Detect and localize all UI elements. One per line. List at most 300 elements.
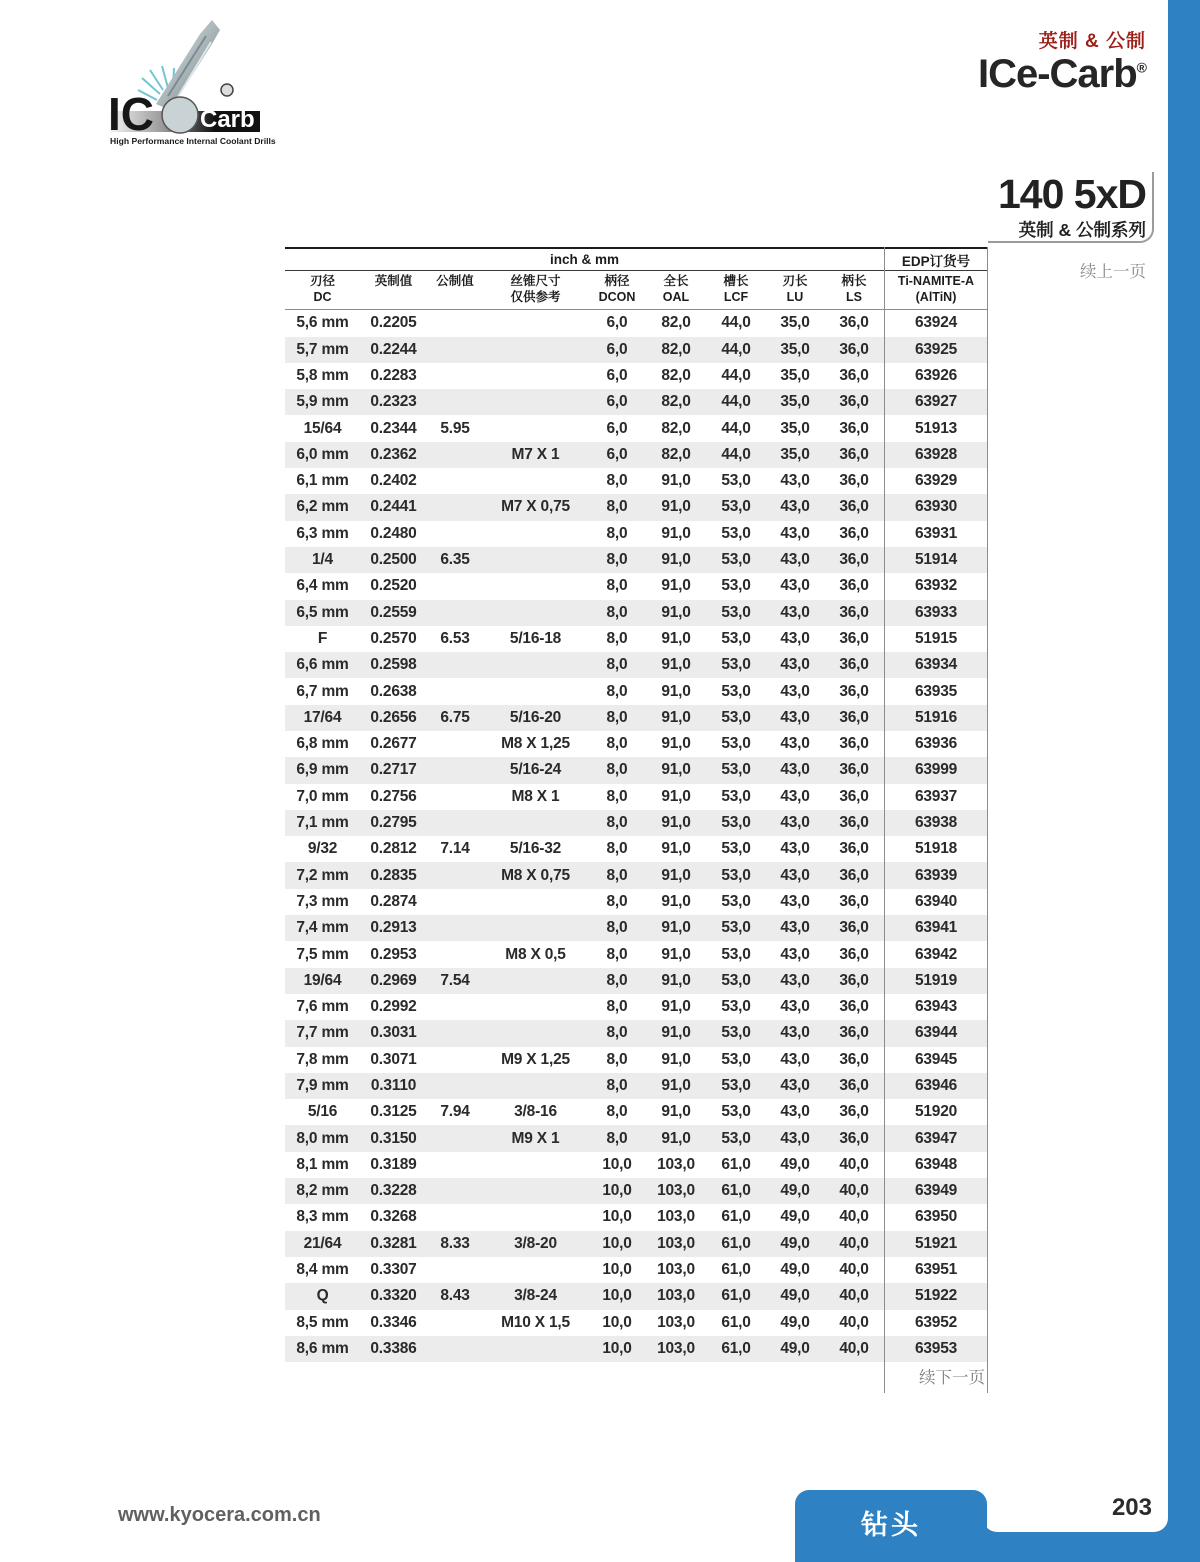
table-cell: 36,0 — [839, 656, 869, 674]
table-cell: 3/8-20 — [514, 1234, 557, 1252]
table-cell: 53,0 — [721, 814, 751, 832]
table-cell: 8,0 — [606, 761, 628, 779]
table-cell: 36,0 — [839, 761, 869, 779]
table-cell: 40,0 — [839, 1182, 869, 1200]
table-cell: 8,3 mm — [296, 1208, 349, 1226]
table-cell: 36,0 — [839, 366, 869, 384]
table-cell: 6,0 — [606, 393, 628, 411]
table-cell: 8,1 mm — [296, 1155, 349, 1173]
col-sublabel: LS — [846, 289, 862, 304]
table-row — [285, 600, 988, 626]
table-cell: 44,0 — [721, 445, 751, 463]
table-cell: 7,1 mm — [296, 814, 349, 832]
table-cell: 6.75 — [440, 708, 470, 726]
table-cell: 63933 — [914, 603, 958, 621]
table-cell: 6,3 mm — [296, 524, 349, 542]
table-cell: 6,7 mm — [296, 682, 349, 700]
table-cell: 8,4 mm — [296, 1261, 349, 1279]
table-cell: 36,0 — [839, 603, 869, 621]
table-cell: 0.3307 — [370, 1261, 417, 1279]
col-label: 英制值 — [374, 274, 413, 288]
table-cell: 63941 — [914, 919, 958, 937]
table-cell: 91,0 — [661, 682, 691, 700]
table-cell: 103,0 — [657, 1155, 695, 1173]
table-cell: 36,0 — [839, 472, 869, 490]
table-cell: 10,0 — [602, 1182, 632, 1200]
table-cell: 63944 — [914, 1024, 958, 1042]
table-cell: 61,0 — [721, 1339, 751, 1357]
table-cell: 7.14 — [440, 840, 470, 858]
table-cell: 63934 — [914, 656, 958, 674]
table-cell: 43,0 — [780, 472, 810, 490]
table-cell: 53,0 — [721, 472, 751, 490]
table-cell: 0.2520 — [370, 577, 417, 595]
table-cell: 0.2362 — [370, 445, 417, 463]
table-cell: 43,0 — [780, 656, 810, 674]
table-cell: 36,0 — [839, 840, 869, 858]
table-cell: 36,0 — [839, 1129, 869, 1147]
table-cell: 0.2402 — [370, 472, 417, 490]
table-cell: 6,9 mm — [296, 761, 349, 779]
table-cell: 82,0 — [661, 419, 691, 437]
table-cell: 82,0 — [661, 366, 691, 384]
drill-bit-icon — [156, 20, 220, 110]
table-cell: 53,0 — [721, 603, 751, 621]
table-row — [285, 1283, 988, 1309]
table-cell: 0.2559 — [370, 603, 417, 621]
table-cell: 44,0 — [721, 393, 751, 411]
table-cell: 53,0 — [721, 498, 751, 516]
table-cell: 103,0 — [657, 1261, 695, 1279]
table-cell: 91,0 — [661, 1103, 691, 1121]
table-cell: 63952 — [914, 1313, 958, 1331]
table-cell: 63930 — [914, 498, 958, 516]
table-cell: 43,0 — [780, 840, 810, 858]
table-cell: 0.2795 — [370, 814, 417, 832]
table-cell: 36,0 — [839, 998, 869, 1016]
table-cell: 6,2 mm — [296, 498, 349, 516]
table-row — [285, 678, 988, 704]
table-cell: 61,0 — [721, 1313, 751, 1331]
table-cell: 10,0 — [602, 1339, 632, 1357]
table-row — [285, 705, 988, 731]
logo-carb-text: Carb — [200, 106, 255, 133]
table-row — [285, 415, 988, 441]
table-cell: 0.2656 — [370, 708, 417, 726]
table-cell: 91,0 — [661, 708, 691, 726]
table-cell: 53,0 — [721, 708, 751, 726]
table-cell: 8,0 — [606, 1024, 628, 1042]
table-cell: 51922 — [914, 1287, 958, 1305]
table-cell: 8,0 — [606, 629, 628, 647]
table-cell: 36,0 — [839, 393, 869, 411]
col-label: 全长 — [663, 274, 689, 288]
col-label: 槽长 — [723, 274, 749, 288]
table-cell: 36,0 — [839, 551, 869, 569]
table-cell: 36,0 — [839, 577, 869, 595]
table-row — [285, 521, 988, 547]
table-cell: 0.2812 — [370, 840, 417, 858]
registered-dot-icon — [221, 84, 233, 96]
table-row — [285, 652, 988, 678]
table-cell: 51918 — [914, 840, 958, 858]
table-cell: 7,3 mm — [296, 892, 349, 910]
table-row — [285, 626, 988, 652]
table-cell: 0.3071 — [370, 1050, 417, 1068]
table-cell: 63948 — [914, 1155, 958, 1173]
table-cell: 43,0 — [780, 1050, 810, 1068]
table-cell: 91,0 — [661, 629, 691, 647]
table-cell: 91,0 — [661, 472, 691, 490]
logo-caption: High Performance Internal Coolant Drills — [110, 136, 276, 146]
table-row — [285, 468, 988, 494]
table-row — [285, 1257, 988, 1283]
table-row — [285, 1178, 988, 1204]
table-cell: 43,0 — [780, 1077, 810, 1094]
table-row — [285, 968, 988, 994]
table-cell: 35,0 — [780, 445, 810, 463]
table-cell: M9 X 1,25 — [501, 1050, 570, 1068]
table-cell: M7 X 1 — [511, 445, 560, 463]
table-cell: 0.3268 — [370, 1208, 417, 1226]
table-cell: 63946 — [914, 1077, 958, 1094]
table-cell: 36,0 — [839, 682, 869, 700]
table-cell: 91,0 — [661, 945, 691, 963]
table-cell: 63938 — [914, 814, 958, 832]
table-cell: 5/16-20 — [509, 708, 562, 726]
table-cell: 7.54 — [440, 971, 470, 989]
group-header-inch-mm: inch & mm — [549, 252, 619, 267]
table-cell: 43,0 — [780, 551, 810, 569]
table-cell: 6,0 — [606, 445, 628, 463]
table-cell: 8,0 — [606, 603, 628, 621]
table-cell: 91,0 — [661, 814, 691, 832]
table-cell: 53,0 — [721, 735, 751, 753]
table-cell: 0.2205 — [370, 314, 417, 332]
table-cell: 40,0 — [839, 1339, 869, 1357]
table-cell: M8 X 1 — [511, 787, 560, 805]
table-cell: 36,0 — [839, 629, 869, 647]
table-cell: M10 X 1,5 — [501, 1313, 570, 1331]
table-cell: 91,0 — [661, 840, 691, 858]
website-url: www.kyocera.com.cn — [118, 1504, 321, 1526]
table-cell: 51915 — [914, 629, 958, 647]
table-cell: 53,0 — [721, 682, 751, 700]
table-cell: 91,0 — [661, 1024, 691, 1042]
table-cell: 53,0 — [721, 787, 751, 805]
col-header-lu — [766, 274, 824, 305]
table-row — [285, 1152, 988, 1178]
table-row — [285, 941, 988, 967]
table-cell: 6,0 — [606, 340, 628, 358]
table-cell: 43,0 — [780, 1129, 810, 1147]
col-header-lcf — [706, 274, 766, 305]
table-cell: 53,0 — [721, 971, 751, 989]
table-cell: 49,0 — [780, 1313, 810, 1331]
table-cell: 53,0 — [721, 524, 751, 542]
table-cell: 17/64 — [303, 708, 342, 726]
table-cell: 103,0 — [657, 1182, 695, 1200]
table-cell: 0.2570 — [370, 629, 417, 647]
table-cell: 40,0 — [839, 1313, 869, 1331]
table-cell: 35,0 — [780, 393, 810, 411]
table-cell: 44,0 — [721, 340, 751, 358]
table-cell: 51920 — [914, 1103, 958, 1121]
table-cell: 8,0 — [606, 577, 628, 595]
table-cell: 8,0 — [606, 840, 628, 858]
col-header-oal — [646, 274, 706, 305]
table-cell: 5/16-32 — [509, 840, 562, 858]
table-cell: 8,0 — [606, 708, 628, 726]
table-row — [285, 836, 988, 862]
col-label: Ti-NAMITE-A — [897, 274, 975, 288]
table-column-header — [285, 271, 988, 310]
table-cell: 0.3281 — [370, 1234, 417, 1252]
table-row — [285, 363, 988, 389]
table-cell: 19/64 — [303, 971, 342, 989]
table-cell: 5/16-24 — [509, 761, 562, 779]
table-cell: 40,0 — [839, 1287, 869, 1305]
table-cell: 43,0 — [780, 735, 810, 753]
table-cell: 53,0 — [721, 1077, 751, 1094]
table-cell: M8 X 0,75 — [501, 866, 570, 884]
table-row — [285, 547, 988, 573]
table-cell: 91,0 — [661, 761, 691, 779]
table-row — [285, 1231, 988, 1257]
table-cell: 8,0 — [606, 1077, 628, 1094]
table-cell: 8,0 — [606, 1103, 628, 1121]
table-cell: 8,0 — [606, 787, 628, 805]
table-cell: 8.33 — [440, 1234, 470, 1252]
table-cell: 51913 — [914, 419, 958, 437]
table-cell: 0.3228 — [370, 1182, 417, 1200]
table-cell: 10,0 — [602, 1234, 632, 1252]
table-cell: 0.3320 — [370, 1287, 417, 1305]
table-cell: 0.2717 — [370, 761, 417, 779]
table-cell: 7,7 mm — [296, 1024, 349, 1042]
table-cell: 51921 — [914, 1234, 958, 1252]
col-header-metric — [427, 274, 483, 305]
table-cell: 49,0 — [780, 1339, 810, 1357]
table-cell: 43,0 — [780, 629, 810, 647]
table-cell: 7,6 mm — [296, 998, 349, 1016]
col-label: 刃径 — [309, 274, 335, 288]
table-cell: 44,0 — [721, 366, 751, 384]
table-cell: 8,0 — [606, 945, 628, 963]
table-cell: 43,0 — [780, 761, 810, 779]
table-row — [285, 1099, 988, 1125]
table-cell: 43,0 — [780, 866, 810, 884]
table-group-header — [285, 247, 988, 271]
spec-table — [285, 247, 988, 1362]
table-cell: 36,0 — [839, 866, 869, 884]
table-cell: 36,0 — [839, 892, 869, 910]
table-cell: 36,0 — [839, 524, 869, 542]
table-cell: 6,0 mm — [296, 445, 349, 463]
page-number: 203 — [1111, 1494, 1152, 1521]
table-cell: 36,0 — [839, 814, 869, 832]
table-cell: 63999 — [914, 761, 958, 779]
table-cell: 0.2992 — [370, 998, 417, 1016]
table-row — [285, 915, 988, 941]
table-cell: 53,0 — [721, 919, 751, 937]
table-cell: 61,0 — [721, 1208, 751, 1226]
col-header-tap — [483, 274, 588, 305]
table-cell: 8,6 mm — [296, 1339, 349, 1357]
table-cell: 35,0 — [780, 340, 810, 358]
table-row — [285, 389, 988, 415]
table-cell: 91,0 — [661, 551, 691, 569]
table-cell: 8,0 — [606, 1050, 628, 1068]
table-row — [285, 1310, 988, 1336]
table-cell: 6,1 mm — [296, 472, 349, 490]
table-row — [285, 1020, 988, 1046]
table-cell: 10,0 — [602, 1261, 632, 1279]
table-cell: 6,0 — [606, 366, 628, 384]
registered-mark: ® — [1136, 59, 1146, 76]
table-cell: 53,0 — [721, 551, 751, 569]
table-cell: 43,0 — [780, 971, 810, 989]
table-cell: 53,0 — [721, 656, 751, 674]
product-title — [978, 53, 1146, 95]
table-cell: 53,0 — [721, 629, 751, 647]
table-cell: 91,0 — [661, 498, 691, 516]
table-cell: 43,0 — [780, 498, 810, 516]
table-cell: 91,0 — [661, 735, 691, 753]
table-row — [285, 731, 988, 757]
table-cell: 8,2 mm — [296, 1182, 349, 1200]
table-cell: 53,0 — [721, 761, 751, 779]
table-cell: 0.2344 — [370, 419, 417, 437]
table-cell: 61,0 — [721, 1155, 751, 1173]
table-cell: 53,0 — [721, 866, 751, 884]
table-cell: 63943 — [914, 998, 958, 1016]
table-cell: 43,0 — [780, 1024, 810, 1042]
table-cell: 0.2953 — [370, 945, 417, 963]
section-tab-label: 钻头 — [861, 1510, 921, 1540]
table-cell: 7,2 mm — [296, 866, 349, 884]
continued-from-previous-label: 续上一页 — [1080, 263, 1146, 281]
table-cell: 53,0 — [721, 1129, 751, 1147]
table-cell: 63927 — [914, 393, 958, 411]
table-row — [285, 494, 988, 520]
table-right-border — [987, 247, 988, 1393]
series-heading — [997, 171, 1146, 242]
edp-column-divider — [884, 247, 885, 1393]
table-cell: 91,0 — [661, 866, 691, 884]
table-cell: 53,0 — [721, 577, 751, 595]
table-cell: 36,0 — [839, 419, 869, 437]
col-sublabel: LU — [786, 289, 804, 304]
table-cell: 5.95 — [440, 419, 470, 437]
table-cell: 44,0 — [721, 314, 751, 332]
table-cell: 8,0 — [606, 472, 628, 490]
table-cell: 8,0 — [606, 998, 628, 1016]
table-cell: 8,0 — [606, 971, 628, 989]
table-row — [285, 1047, 988, 1073]
table-cell: 82,0 — [661, 340, 691, 358]
table-cell: 0.2441 — [370, 498, 417, 516]
col-header-dcon — [588, 274, 646, 305]
table-cell: 6,6 mm — [296, 656, 349, 674]
table-cell: 51914 — [914, 551, 958, 569]
table-cell: 63929 — [914, 472, 958, 490]
series-title: 140 5xD — [997, 171, 1146, 217]
table-cell: 10,0 — [602, 1155, 632, 1173]
table-cell: 10,0 — [602, 1208, 632, 1226]
table-cell: 49,0 — [780, 1155, 810, 1173]
table-cell: 0.3125 — [370, 1103, 417, 1121]
table-cell: 82,0 — [661, 393, 691, 411]
table-cell: 36,0 — [839, 498, 869, 516]
table-cell: 63945 — [914, 1050, 958, 1068]
table-cell: 5/16-18 — [509, 629, 562, 647]
table-cell: 63924 — [914, 314, 958, 332]
table-cell: 36,0 — [839, 1024, 869, 1042]
table-cell: 53,0 — [721, 1050, 751, 1068]
table-cell: 8,0 — [606, 524, 628, 542]
table-cell: 51919 — [914, 971, 958, 989]
units-tag: 英制 & 公制 — [1038, 31, 1146, 52]
table-cell: 63932 — [914, 577, 958, 595]
table-cell: 8,0 mm — [296, 1129, 349, 1147]
table-cell: 10,0 — [602, 1313, 632, 1331]
table-cell: 8,0 — [606, 498, 628, 516]
table-cell: 43,0 — [780, 524, 810, 542]
table-cell: 36,0 — [839, 1103, 869, 1121]
table-cell: 82,0 — [661, 445, 691, 463]
table-cell: 6,8 mm — [296, 735, 349, 753]
table-cell: 53,0 — [721, 1103, 751, 1121]
table-cell: 36,0 — [839, 735, 869, 753]
table-cell: 21/64 — [303, 1234, 342, 1252]
table-cell: F — [317, 629, 328, 647]
table-row — [285, 810, 988, 836]
table-cell: 63953 — [914, 1339, 958, 1357]
table-row — [285, 784, 988, 810]
col-sublabel — [360, 290, 427, 305]
table-cell: 43,0 — [780, 945, 810, 963]
table-cell: 43,0 — [780, 787, 810, 805]
table-body — [285, 310, 988, 1362]
table-cell: 91,0 — [661, 656, 691, 674]
table-cell: 8,0 — [606, 682, 628, 700]
table-cell: 0.2500 — [370, 551, 417, 569]
table-cell: 0.3031 — [370, 1024, 417, 1042]
table-cell: 91,0 — [661, 998, 691, 1016]
col-header-inch — [360, 274, 427, 305]
table-row — [285, 442, 988, 468]
table-row — [285, 1125, 988, 1151]
table-cell: 35,0 — [780, 419, 810, 437]
table-cell: 36,0 — [839, 919, 869, 937]
table-cell: 63942 — [914, 945, 958, 963]
table-cell: M7 X 0,75 — [501, 498, 570, 516]
table-cell: 43,0 — [780, 998, 810, 1016]
table-cell: 3/8-24 — [514, 1287, 557, 1305]
table-cell: 1/4 — [312, 551, 333, 569]
table-cell: 7,8 mm — [296, 1050, 349, 1068]
table-cell: M9 X 1 — [511, 1129, 560, 1147]
table-cell: 40,0 — [839, 1234, 869, 1252]
table-cell: 44,0 — [721, 419, 751, 437]
table-cell: 0.2323 — [370, 393, 417, 411]
table-cell: 36,0 — [839, 1050, 869, 1068]
table-cell: 61,0 — [721, 1287, 751, 1305]
table-cell: 8.43 — [440, 1287, 470, 1305]
table-cell: 61,0 — [721, 1234, 751, 1252]
table-cell: 0.2283 — [370, 366, 417, 384]
